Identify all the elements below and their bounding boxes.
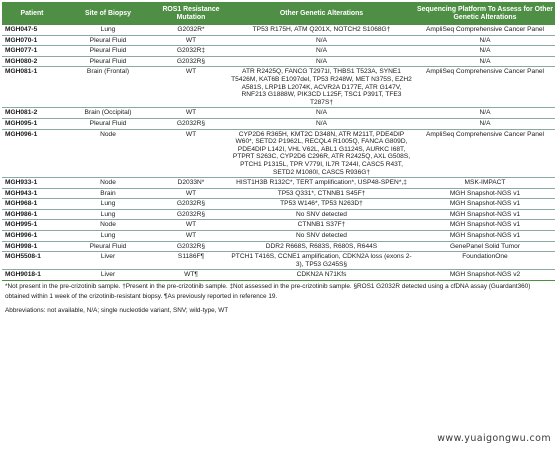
cell-site: Pleural Fluid [62, 118, 154, 129]
cell-platform: MGH Snapshot-NGS v1 [415, 220, 555, 231]
cell-patient: MGH096-1 [2, 129, 62, 178]
cell-mutation: G2032R§ [154, 209, 228, 220]
cell-mutation: WT¶ [154, 270, 228, 281]
cell-patient: MGH943-1 [2, 188, 62, 199]
table-row [2, 252, 555, 270]
cell-site: Pleural Fluid [62, 35, 154, 46]
cell-patient: MGH998-1 [2, 241, 62, 252]
cell-alterations: TP53 Q331*, CTNNB1 S45F† [228, 188, 415, 199]
cell-mutation: G2032R§ [154, 199, 228, 210]
cell-patient: MGH986-1 [2, 209, 62, 220]
cell-patient: MGH933-1 [2, 178, 62, 189]
table-row [2, 188, 555, 199]
cell-patient: MGH070-1 [2, 35, 62, 46]
table-row [2, 220, 555, 231]
table-row [2, 35, 555, 46]
table-row [2, 178, 555, 189]
cell-mutation: WT [154, 220, 228, 231]
cell-site: Brain [62, 188, 154, 199]
cell-platform: GenePanel Solid Tumor [415, 241, 555, 252]
cell-mutation: G2032R‡ [154, 46, 228, 57]
cell-site: Liver [62, 270, 154, 281]
cell-alterations: No SNV detected [228, 209, 415, 220]
cell-site: Pleural Fluid [62, 56, 154, 67]
table-row [2, 25, 555, 35]
cell-platform: AmpliSeq Comprehensive Cancer Panel [415, 129, 555, 178]
cell-patient: MGH081-1 [2, 67, 62, 108]
cell-platform: AmpliSeq Comprehensive Cancer Panel [415, 67, 555, 108]
cell-platform: N/A [415, 46, 555, 57]
table-row [2, 231, 555, 242]
cell-patient: MGH968-1 [2, 199, 62, 210]
cell-site: Lung [62, 25, 154, 35]
cell-platform: MGH Snapshot-NGS v2 [415, 270, 555, 281]
table-row [2, 67, 555, 108]
cell-patient: MGH5508-1 [2, 252, 62, 270]
cell-mutation: WT [154, 231, 228, 242]
cell-alterations: ATR R2425Q, FANCG T2971I, THBS1 T523A, SYNE1 T5426M, KAT6B E1097del, TP53 R248W, MET N375S, EZH2 A581S, LRP1B L2074K, ACVR2A D177E, ATR G147V, RNF213 G1888W, PIK3CD L125F, TSC1 P391T, TFE3 T287S† [228, 67, 415, 108]
cell-platform: MGH Snapshot-NGS v1 [415, 231, 555, 242]
cell-platform: AmpliSeq Comprehensive Cancer Panel [415, 25, 555, 35]
cell-mutation: G2032R§ [154, 118, 228, 129]
cell-mutation: G2032R* [154, 25, 228, 35]
cell-site: Node [62, 178, 154, 189]
cell-alterations: CYP2D6 R365H, KMT2C D348N, ATR M211T, PDE4DIP W60*, SETD2 P1962L, RECQL4 R1005Q, FANCA G809D, PDE4DIP L142I, VHL V62L, ABL1 G1124S, AURKC I68T, PTPRT S263C, CYP2D6 C296R, ATR R2425Q, AXL G508S, PTCH1 P1315L, TPR V779I, IL7R T244I, CASC5 R43T, SETD2 M1080I, CASC5 R936G† [228, 129, 415, 178]
cell-mutation: WT [154, 67, 228, 108]
table-row [2, 108, 555, 119]
cell-platform: MGH Snapshot-NGS v1 [415, 199, 555, 210]
cell-site: Lung [62, 199, 154, 210]
footnotes [2, 282, 555, 301]
col-header-platform: Sequencing Platform To Assess for Other Genetic Alterations [415, 2, 555, 25]
cell-platform: N/A [415, 56, 555, 67]
cell-mutation: WT [154, 35, 228, 46]
cell-site: Pleural Fluid [62, 46, 154, 57]
cell-alterations: PTCH1 T416S, CCNE1 amplification, CDKN2A loss (exons 2-3), TP53 G245S§ [228, 252, 415, 270]
cell-site: Node [62, 129, 154, 178]
footnote-text: *Not present in the pre-crizotinib sample. †Present in the pre-crizotinib sample. ‡Not assessed in the pre-crizotinib sample. §ROS1 G2032R detected using a cfDNA assay (Guardant360) obtained within 1 week of the crizotinib-resistant biopsy. ¶As previously reported in reference 19. [5, 283, 531, 300]
cell-platform: MGH Snapshot-NGS v1 [415, 209, 555, 220]
table-row [2, 199, 555, 210]
cell-patient: MGH077-1 [2, 46, 62, 57]
cell-patient: MGH995-1 [2, 220, 62, 231]
cell-mutation: G2032R§ [154, 56, 228, 67]
cell-alterations: CDKN2A N71Kfs [228, 270, 415, 281]
cell-site: Liver [62, 252, 154, 270]
cell-platform: MGH Snapshot-NGS v1 [415, 188, 555, 199]
table-row [2, 129, 555, 178]
cell-site: Brain (Occipital) [62, 108, 154, 119]
cell-site: Pleural Fluid [62, 241, 154, 252]
col-header-site: Site of Biopsy [62, 2, 154, 25]
cell-platform: FoundationOne [415, 252, 555, 270]
table-container [2, 2, 555, 315]
table-row [2, 241, 555, 252]
cell-patient: MGH996-1 [2, 231, 62, 242]
cell-platform: MSK-IMPACT [415, 178, 555, 189]
col-header-patient: Patient [2, 2, 62, 25]
table-body [2, 25, 555, 281]
cell-mutation: WT [154, 188, 228, 199]
cell-patient: MGH9018-1 [2, 270, 62, 281]
cell-alterations: N/A [228, 108, 415, 119]
cell-platform: N/A [415, 35, 555, 46]
cell-mutation: WT [154, 108, 228, 119]
col-header-mutation: ROS1 Resistance Mutation [154, 2, 228, 25]
cell-site: Lung [62, 209, 154, 220]
table-row [2, 56, 555, 67]
cell-alterations: TP53 W146*, TP53 N263D† [228, 199, 415, 210]
cell-site: Lung [62, 231, 154, 242]
header-row [2, 2, 555, 25]
cell-patient: MGH095-1 [2, 118, 62, 129]
cell-patient: MGH081-2 [2, 108, 62, 119]
cell-mutation: WT [154, 129, 228, 178]
cell-mutation: D2033N* [154, 178, 228, 189]
col-header-alterations: Other Genetic Alterations [228, 2, 415, 25]
cell-mutation: G2032R§ [154, 241, 228, 252]
table-row [2, 118, 555, 129]
table-header [2, 2, 555, 25]
cell-site: Brain (Frontal) [62, 67, 154, 108]
cell-platform: N/A [415, 108, 555, 119]
watermark: www.yuaigongwu.com [437, 433, 551, 444]
cell-alterations: HIST1H3B R132C*, TERT amplification*, USP48-SPEN*,‡ [228, 178, 415, 189]
table-row [2, 46, 555, 57]
ros1-resistance-table [2, 2, 555, 281]
cell-alterations: N/A [228, 35, 415, 46]
cell-patient: MGH047-5 [2, 25, 62, 35]
cell-alterations: DDR2 R668S, R683S, R680S, R644S [228, 241, 415, 252]
cell-alterations: N/A [228, 118, 415, 129]
cell-alterations: CTNNB1 S37F† [228, 220, 415, 231]
cell-platform: N/A [415, 118, 555, 129]
abbreviations: Abbreviations: not available, N/A; single nucleotide variant, SNV; wild-type, WT [5, 307, 229, 315]
cell-mutation: S1186F¶ [154, 252, 228, 270]
table-row [2, 270, 555, 281]
cell-alterations: N/A [228, 46, 415, 57]
cell-alterations: TP53 R175H, ATM Q201X, NOTCH2 S1068G† [228, 25, 415, 35]
cell-patient: MGH080-2 [2, 56, 62, 67]
cell-alterations: N/A [228, 56, 415, 67]
cell-alterations: No SNV detected [228, 231, 415, 242]
table-row [2, 209, 555, 220]
cell-site: Node [62, 220, 154, 231]
